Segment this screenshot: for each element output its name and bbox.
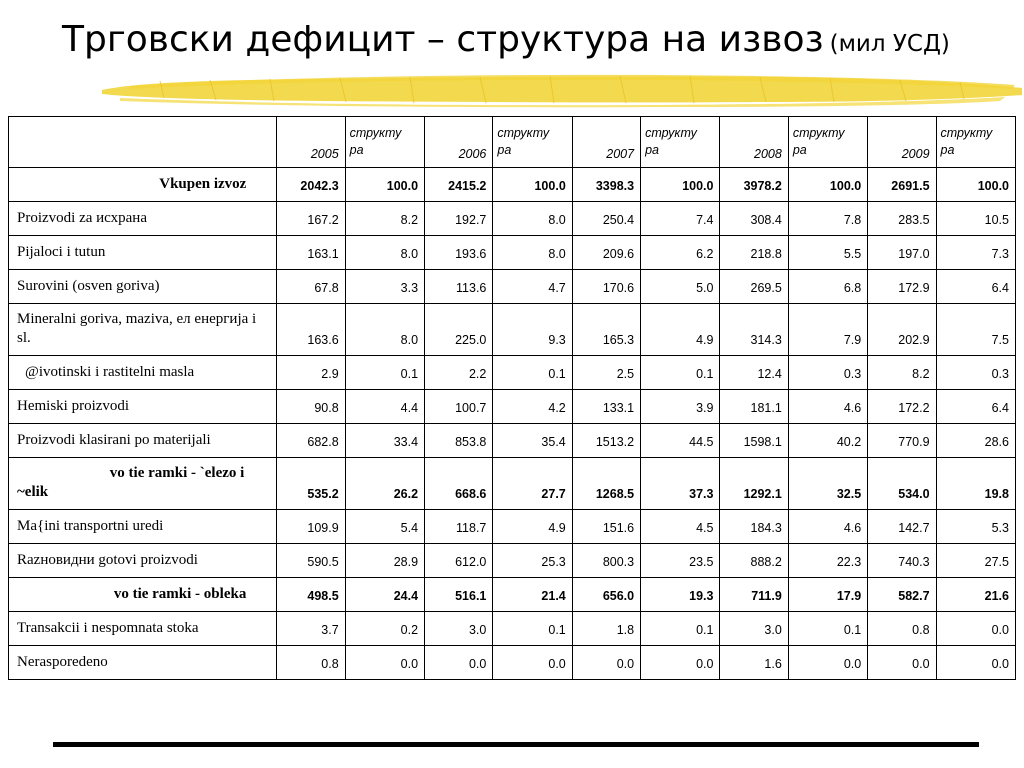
- table-row: [9, 578, 1016, 612]
- value-cell: 151.6: [572, 510, 640, 544]
- row-label: Razновидни gotovi proizvodi: [9, 544, 277, 578]
- value-cell: 12.4: [720, 356, 788, 390]
- header-structure: структу ра: [788, 117, 867, 168]
- structure-cell: 10.5: [936, 202, 1015, 236]
- row-label: @ivotinski i rastitelni masla: [9, 356, 277, 390]
- value-cell: 0.0: [425, 646, 493, 680]
- structure-cell: 0.0: [936, 646, 1015, 680]
- value-cell: 1598.1: [720, 424, 788, 458]
- value-cell: 3.7: [277, 612, 345, 646]
- table-row: [9, 390, 1016, 424]
- value-cell: 2.2: [425, 356, 493, 390]
- value-cell: 682.8: [277, 424, 345, 458]
- structure-cell: 8.0: [345, 236, 424, 270]
- value-cell: 1292.1: [720, 458, 788, 510]
- structure-cell: 5.4: [345, 510, 424, 544]
- value-cell: 2.9: [277, 356, 345, 390]
- table-row: [9, 646, 1016, 680]
- value-cell: 3978.2: [720, 168, 788, 202]
- structure-cell: 0.1: [641, 612, 720, 646]
- value-cell: 612.0: [425, 544, 493, 578]
- row-label: Nerasporedeno: [9, 646, 277, 680]
- structure-cell: 22.3: [788, 544, 867, 578]
- row-label: Transakcii i nespomnata stoka: [9, 612, 277, 646]
- structure-cell: 17.9: [788, 578, 867, 612]
- structure-cell: 100.0: [788, 168, 867, 202]
- structure-cell: 44.5: [641, 424, 720, 458]
- header-structure: структу ра: [493, 117, 572, 168]
- value-cell: 133.1: [572, 390, 640, 424]
- row-label: Proizvodi klasirani po materijali: [9, 424, 277, 458]
- value-cell: 202.9: [868, 304, 936, 356]
- value-cell: 853.8: [425, 424, 493, 458]
- structure-cell: 0.0: [641, 646, 720, 680]
- row-label: vo tie ramki - obleka: [9, 578, 277, 612]
- value-cell: 0.8: [277, 646, 345, 680]
- structure-cell: 100.0: [493, 168, 572, 202]
- structure-cell: 23.5: [641, 544, 720, 578]
- row-label-line: vo tie ramki - `elezo i: [109, 465, 245, 481]
- row-label: Proizvodi za исхрана: [9, 202, 277, 236]
- row-label: Vkupen izvoz: [9, 168, 277, 202]
- value-cell: 2042.3: [277, 168, 345, 202]
- structure-cell: 21.6: [936, 578, 1015, 612]
- structure-cell: 8.0: [493, 236, 572, 270]
- table-row: [9, 356, 1016, 390]
- structure-cell: 6.8: [788, 270, 867, 304]
- structure-cell: 33.4: [345, 424, 424, 458]
- value-cell: 118.7: [425, 510, 493, 544]
- structure-cell: 0.3: [936, 356, 1015, 390]
- structure-cell: 5.5: [788, 236, 867, 270]
- value-cell: 163.1: [277, 236, 345, 270]
- value-cell: 516.1: [425, 578, 493, 612]
- header-structure: структу ра: [936, 117, 1015, 168]
- row-label: Ma{ini transportni uredi: [9, 510, 277, 544]
- value-cell: 67.8: [277, 270, 345, 304]
- structure-cell: 7.9: [788, 304, 867, 356]
- value-cell: 535.2: [277, 458, 345, 510]
- value-cell: 172.2: [868, 390, 936, 424]
- structure-cell: 26.2: [345, 458, 424, 510]
- structure-cell: 4.2: [493, 390, 572, 424]
- header-corner-cell: [9, 117, 277, 168]
- structure-cell: 0.1: [493, 356, 572, 390]
- row-label: Pijaloci i tutun: [9, 236, 277, 270]
- header-structure: структу ра: [641, 117, 720, 168]
- value-cell: 1513.2: [572, 424, 640, 458]
- table-row: [9, 270, 1016, 304]
- value-cell: 165.3: [572, 304, 640, 356]
- value-cell: 2.5: [572, 356, 640, 390]
- value-cell: 8.2: [868, 356, 936, 390]
- value-cell: 113.6: [425, 270, 493, 304]
- value-cell: 0.0: [572, 646, 640, 680]
- structure-cell: 6.4: [936, 270, 1015, 304]
- structure-cell: 19.8: [936, 458, 1015, 510]
- value-cell: 888.2: [720, 544, 788, 578]
- value-cell: 800.3: [572, 544, 640, 578]
- value-cell: 181.1: [720, 390, 788, 424]
- value-cell: 163.6: [277, 304, 345, 356]
- structure-cell: 0.0: [493, 646, 572, 680]
- structure-cell: 3.9: [641, 390, 720, 424]
- header-year-2009: 2009: [868, 117, 936, 168]
- value-cell: 668.6: [425, 458, 493, 510]
- structure-cell: 24.4: [345, 578, 424, 612]
- table-row: [9, 236, 1016, 270]
- structure-cell: 4.9: [641, 304, 720, 356]
- value-cell: 711.9: [720, 578, 788, 612]
- header-year-2008: 2008: [720, 117, 788, 168]
- structure-cell: 100.0: [936, 168, 1015, 202]
- structure-cell: 4.6: [788, 390, 867, 424]
- value-cell: 283.5: [868, 202, 936, 236]
- header-year-2005: 2005: [277, 117, 345, 168]
- slide-title: [62, 14, 950, 70]
- row-label: Mineralni goriva, maziva, ел енергија i sl.: [9, 304, 277, 356]
- header-row: [9, 117, 1016, 168]
- table-row: [9, 510, 1016, 544]
- value-cell: 209.6: [572, 236, 640, 270]
- value-cell: 656.0: [572, 578, 640, 612]
- yellow-brush-stroke-decoration: [100, 68, 1024, 108]
- value-cell: 193.6: [425, 236, 493, 270]
- value-cell: 142.7: [868, 510, 936, 544]
- structure-cell: 0.1: [641, 356, 720, 390]
- structure-cell: 5.0: [641, 270, 720, 304]
- header-year-2006: 2006: [425, 117, 493, 168]
- table-row: [9, 458, 1016, 510]
- value-cell: 269.5: [720, 270, 788, 304]
- structure-cell: 0.1: [345, 356, 424, 390]
- structure-cell: 9.3: [493, 304, 572, 356]
- row-label-line: ~elik: [17, 484, 49, 500]
- row-label: Hemiski proizvodi: [9, 390, 277, 424]
- value-cell: 0.8: [868, 612, 936, 646]
- table-row: [9, 424, 1016, 458]
- structure-cell: 7.8: [788, 202, 867, 236]
- structure-cell: 4.5: [641, 510, 720, 544]
- value-cell: 3398.3: [572, 168, 640, 202]
- header-structure: структу ра: [345, 117, 424, 168]
- structure-cell: 100.0: [345, 168, 424, 202]
- structure-cell: 0.0: [788, 646, 867, 680]
- value-cell: 534.0: [868, 458, 936, 510]
- structure-cell: 25.3: [493, 544, 572, 578]
- table-row: [9, 202, 1016, 236]
- structure-cell: 4.4: [345, 390, 424, 424]
- value-cell: 770.9: [868, 424, 936, 458]
- structure-cell: 0.2: [345, 612, 424, 646]
- value-cell: 167.2: [277, 202, 345, 236]
- structure-cell: 100.0: [641, 168, 720, 202]
- structure-cell: 32.5: [788, 458, 867, 510]
- row-label: [9, 458, 277, 510]
- structure-cell: 3.3: [345, 270, 424, 304]
- value-cell: 3.0: [425, 612, 493, 646]
- table-row: [9, 168, 1016, 202]
- structure-cell: 0.0: [345, 646, 424, 680]
- structure-cell: 0.1: [788, 612, 867, 646]
- value-cell: 590.5: [277, 544, 345, 578]
- value-cell: 1.8: [572, 612, 640, 646]
- value-cell: 184.3: [720, 510, 788, 544]
- value-cell: 192.7: [425, 202, 493, 236]
- table-row: [9, 612, 1016, 646]
- value-cell: 1.6: [720, 646, 788, 680]
- value-cell: 172.9: [868, 270, 936, 304]
- footer-rule: [53, 742, 979, 747]
- structure-cell: 7.4: [641, 202, 720, 236]
- value-cell: 1268.5: [572, 458, 640, 510]
- structure-cell: 0.3: [788, 356, 867, 390]
- value-cell: 2691.5: [868, 168, 936, 202]
- structure-cell: 27.5: [936, 544, 1015, 578]
- structure-cell: 7.5: [936, 304, 1015, 356]
- value-cell: 109.9: [277, 510, 345, 544]
- title-unit: (мил УСД): [829, 31, 950, 57]
- structure-cell: 28.6: [936, 424, 1015, 458]
- structure-cell: 21.4: [493, 578, 572, 612]
- header-year-2007: 2007: [572, 117, 640, 168]
- export-structure-table: [8, 116, 1016, 680]
- structure-cell: 5.3: [936, 510, 1015, 544]
- structure-cell: 4.7: [493, 270, 572, 304]
- structure-cell: 7.3: [936, 236, 1015, 270]
- structure-cell: 4.6: [788, 510, 867, 544]
- table-row: [9, 304, 1016, 356]
- title-text: Трговски дефицит – структура на извоз: [62, 19, 824, 60]
- value-cell: 218.8: [720, 236, 788, 270]
- value-cell: 740.3: [868, 544, 936, 578]
- structure-cell: 8.0: [345, 304, 424, 356]
- value-cell: 308.4: [720, 202, 788, 236]
- value-cell: 100.7: [425, 390, 493, 424]
- row-label: Surovini (osven goriva): [9, 270, 277, 304]
- structure-cell: 37.3: [641, 458, 720, 510]
- value-cell: 582.7: [868, 578, 936, 612]
- value-cell: 498.5: [277, 578, 345, 612]
- value-cell: 225.0: [425, 304, 493, 356]
- value-cell: 197.0: [868, 236, 936, 270]
- value-cell: 170.6: [572, 270, 640, 304]
- structure-cell: 19.3: [641, 578, 720, 612]
- value-cell: 2415.2: [425, 168, 493, 202]
- structure-cell: 0.0: [936, 612, 1015, 646]
- value-cell: 0.0: [868, 646, 936, 680]
- structure-cell: 27.7: [493, 458, 572, 510]
- structure-cell: 4.9: [493, 510, 572, 544]
- structure-cell: 6.4: [936, 390, 1015, 424]
- value-cell: 90.8: [277, 390, 345, 424]
- value-cell: 250.4: [572, 202, 640, 236]
- structure-cell: 28.9: [345, 544, 424, 578]
- table-row: [9, 544, 1016, 578]
- structure-cell: 8.2: [345, 202, 424, 236]
- structure-cell: 0.1: [493, 612, 572, 646]
- structure-cell: 6.2: [641, 236, 720, 270]
- structure-cell: 35.4: [493, 424, 572, 458]
- structure-cell: 40.2: [788, 424, 867, 458]
- value-cell: 314.3: [720, 304, 788, 356]
- value-cell: 3.0: [720, 612, 788, 646]
- structure-cell: 8.0: [493, 202, 572, 236]
